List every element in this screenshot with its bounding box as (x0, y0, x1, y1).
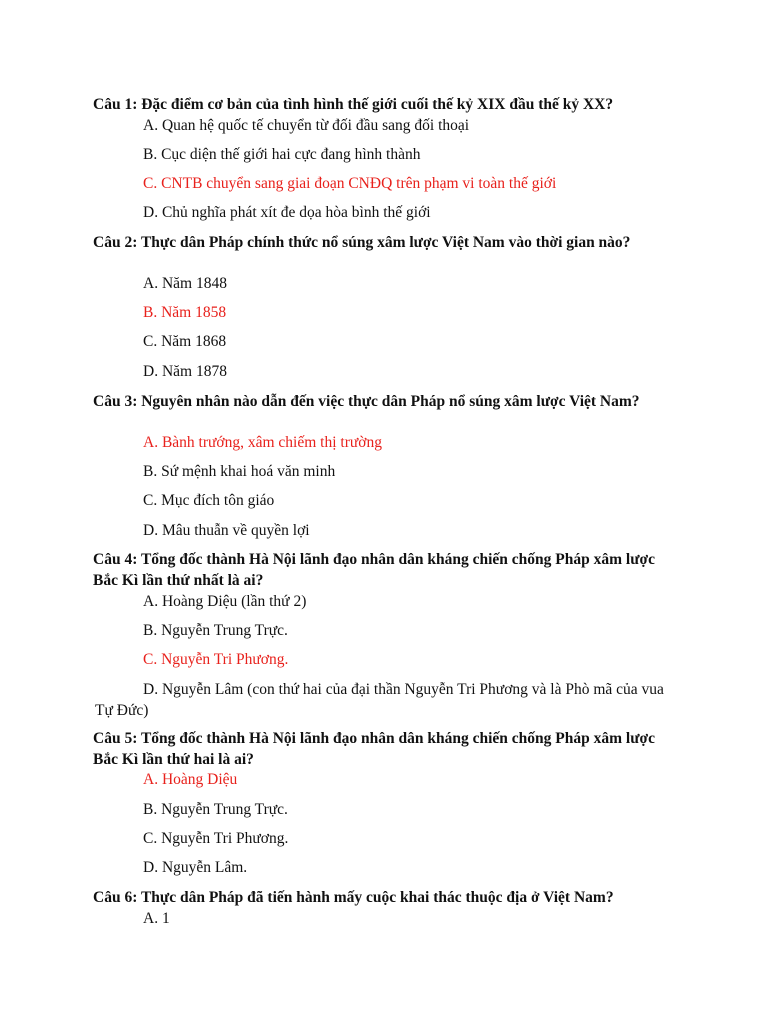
question-5-option-d: D. Nguyễn Lâm. (143, 859, 248, 876)
question-1-title: Câu 1: Đặc điểm cơ bản của tình hình thế giới cuối thế kỷ XIX đầu thế kỷ XX? (93, 96, 614, 113)
question-2-option-a: A. Năm 1848 (143, 275, 227, 292)
question-2-option-b-correct: B. Năm 1858 (143, 304, 227, 321)
question-3-option-c: C. Mục đích tôn giáo (143, 492, 275, 509)
question-1-option-b: B. Cục diện thế giới hai cực đang hình thành (143, 146, 421, 163)
question-3-option-b: B. Sứ mệnh khai hoá văn minh (143, 463, 336, 480)
question-5-option-a-correct: A. Hoàng Diệu (143, 771, 238, 788)
question-5-option-b: B. Nguyễn Trung Trực. (143, 801, 288, 818)
question-6-title: Câu 6: Thực dân Pháp đã tiến hành mấy cuộc khai thác thuộc địa ở Việt Nam? (93, 889, 614, 906)
question-5-title: Câu 5: Tổng đốc thành Hà Nội lãnh đạo nhân dân kháng chiến chống Pháp xâm lược Bắc Kì lần thứ hai là ai? (93, 730, 655, 768)
question-3-title: Câu 3: Nguyên nhân nào dẫn đến việc thực dân Pháp nổ súng xâm lược Việt Nam? (93, 393, 640, 410)
question-1-option-d: D. Chủ nghĩa phát xít đe dọa hòa bình thế giới (143, 204, 431, 221)
question-3-option-d: D. Mâu thuẫn về quyền lợi (143, 522, 310, 539)
question-1-option-a: A. Quan hệ quốc tế chuyển từ đối đầu sang đối thoại (143, 117, 470, 134)
question-3-option-a-correct: A. Bành trướng, xâm chiếm thị trường (143, 434, 382, 451)
question-4-option-d: D. Nguyễn Lâm (con thứ hai của đại thần Nguyễn Tri Phương và là Phò mã của vua Tự Đức) (95, 681, 664, 719)
question-2-option-d: D. Năm 1878 (143, 363, 227, 380)
question-2-option-c: C. Năm 1868 (143, 333, 227, 350)
question-2-title: Câu 2: Thực dân Pháp chính thức nổ súng xâm lược Việt Nam vào thời gian nào? (93, 234, 631, 251)
question-4-option-b: B. Nguyễn Trung Trực. (143, 622, 288, 639)
question-4-option-c-correct: C. Nguyễn Tri Phương. (143, 651, 289, 668)
question-4-option-a: A. Hoàng Diệu (lần thứ 2) (143, 593, 307, 610)
question-6-option-a: A. 1 (143, 910, 170, 927)
question-4-title: Câu 4: Tổng đốc thành Hà Nội lãnh đạo nhân dân kháng chiến chống Pháp xâm lược Bắc Kì lần thứ nhất là ai? (93, 551, 655, 589)
question-5-option-c: C. Nguyễn Tri Phương. (143, 830, 289, 847)
question-1-option-c-correct: C. CNTB chuyển sang giai đoạn CNĐQ trên phạm vi toàn thế giới (143, 175, 557, 192)
